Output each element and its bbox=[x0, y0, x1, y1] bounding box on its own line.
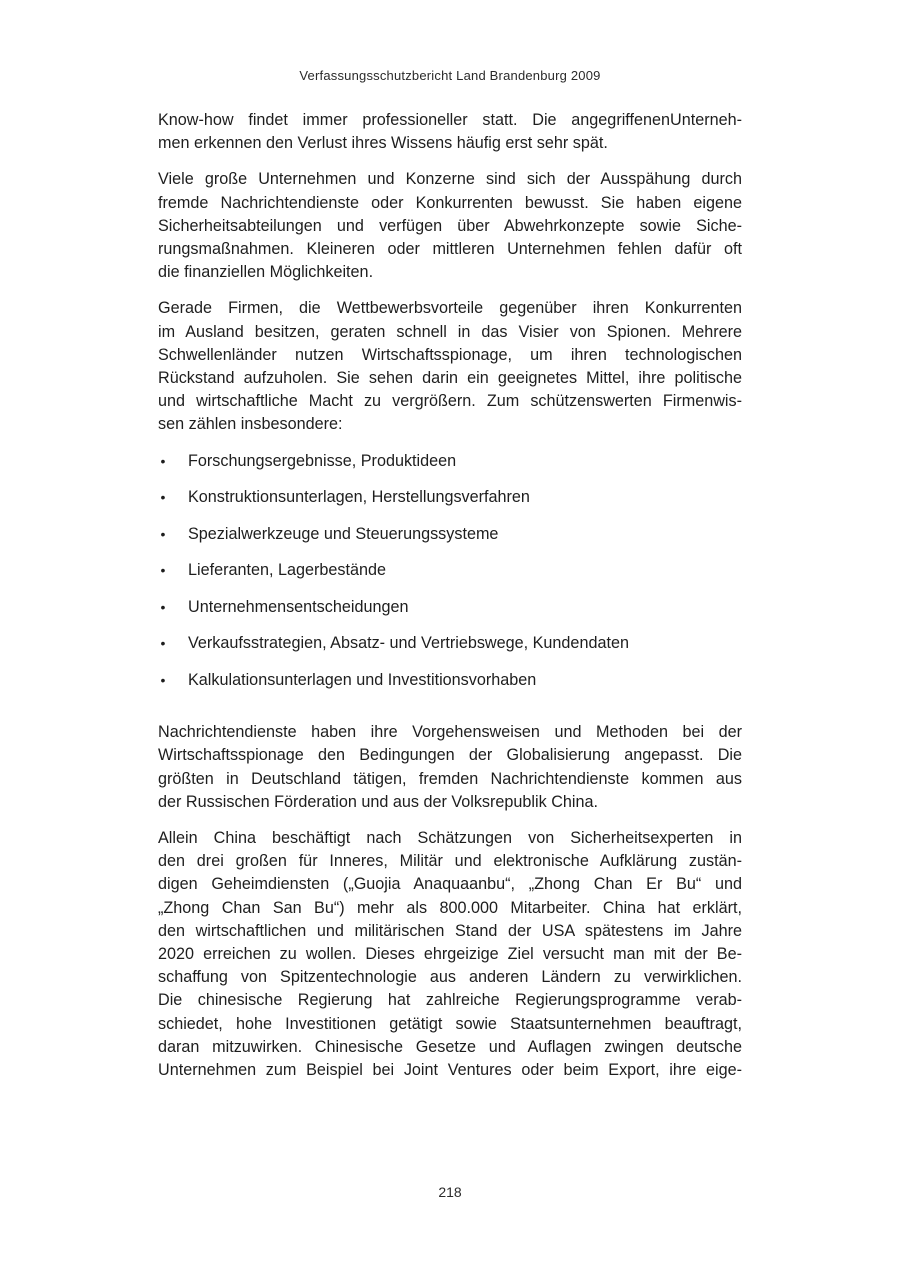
list-item bbox=[158, 596, 742, 633]
text-line: Sicherheitsabteilungen und verfügen über Abwehrkonzepte sowie Siche- bbox=[158, 216, 742, 235]
text-line: die finanziellen Möglichkeiten. bbox=[158, 263, 374, 282]
list-item-text: Konstruktionsunterlagen, Herstellungsverfahren bbox=[188, 488, 530, 507]
body-text bbox=[158, 109, 742, 1095]
text-line: schaffung von Spitzentechnologie aus anderen Ländern zu verwirklichen. bbox=[158, 968, 742, 987]
text-line: Die chinesische Regierung hat zahlreiche Regierungsprogramme verab- bbox=[158, 991, 742, 1010]
text-line: Nachrichtendienste haben ihre Vorgehensweisen und Methoden bei der bbox=[158, 723, 742, 742]
paragraph-nachrichtendienste bbox=[158, 721, 742, 814]
bullet-list bbox=[158, 450, 742, 706]
list-item bbox=[158, 450, 742, 487]
text-line: den drei großen für Inneres, Militär und elektronische Aufklärung zustän- bbox=[158, 852, 742, 871]
bullet-icon: • bbox=[160, 671, 166, 688]
text-line: den wirtschaftlichen und militärischen Stand der USA spätestens im Jahre bbox=[158, 921, 742, 940]
list-item-text: Forschungsergebnisse, Produktideen bbox=[188, 451, 457, 470]
text-line: Unternehmen zum Beispiel bei Joint Ventures oder beim Export, ihre eige- bbox=[158, 1060, 742, 1079]
paragraph-china bbox=[158, 827, 742, 1082]
text-line: Know-how findet immer professioneller statt. Die angegriffenenUnterneh- bbox=[158, 111, 742, 129]
list-item-text: Lieferanten, Lagerbestände bbox=[188, 561, 387, 580]
text-line: größten in Deutschland tätigen, fremden Nachrichtendienste kommen aus bbox=[158, 769, 742, 788]
text-line: men erkennen den Verlust ihres Wissens häufig erst sehr spät. bbox=[158, 134, 608, 153]
text-line: Gerade Firmen, die Wettbewerbsvorteile gegenüber ihren Konkurrenten bbox=[158, 299, 742, 318]
bullet-icon: • bbox=[160, 562, 166, 579]
paragraph-firmen bbox=[158, 297, 742, 436]
bullet-icon: • bbox=[160, 452, 166, 469]
text-line: sen zählen insbesondere: bbox=[158, 415, 343, 434]
text-line: Rückstand aufzuholen. Sie sehen darin ein geeignetes Mittel, ihre politische bbox=[158, 369, 742, 388]
bullet-icon: • bbox=[160, 525, 166, 542]
bullet-icon: • bbox=[160, 635, 166, 652]
bullet-icon: • bbox=[160, 489, 166, 506]
list-item-text: Kalkulationsunterlagen und Investitionsvorhaben bbox=[188, 670, 537, 689]
running-header: Verfassungsschutzbericht Land Brandenburg 2009 bbox=[299, 68, 601, 83]
list-item-text: Spezialwerkzeuge und Steuerungssysteme bbox=[188, 524, 499, 543]
text-line: Wirtschaftsspionage den Bedingungen der Globalisierung angepasst. Die bbox=[158, 746, 742, 765]
text-line: und wirtschaftliche Macht zu vergrößern. Zum schützenswerten Firmenwis- bbox=[158, 392, 742, 411]
paragraph-konzerne bbox=[158, 168, 742, 284]
page-number: 218 bbox=[438, 1184, 462, 1200]
text-line: schiedet, hohe Investitionen getätigt sowie Staatsunternehmen beauftragt, bbox=[158, 1014, 742, 1033]
text-line: im Ausland besitzen, geraten schnell in das Visier von Spionen. Mehrere bbox=[158, 322, 742, 341]
list-item bbox=[158, 523, 742, 560]
text-line: daran mitzuwirken. Chinesische Gesetze und Auflagen zwingen deutsche bbox=[158, 1037, 742, 1056]
text-line: digen Geheimdiensten („Guojia Anaquaanbu“, „Zhong Chan Er Bu“ und bbox=[158, 875, 742, 894]
list-item-text: Verkaufsstrategien, Absatz- und Vertriebswege, Kundendaten bbox=[188, 634, 629, 653]
list-item bbox=[158, 669, 742, 706]
text-line: „Zhong Chan San Bu“) mehr als 800.000 Mitarbeiter. China hat erklärt, bbox=[158, 898, 742, 917]
text-line: rungsmaßnahmen. Kleineren oder mittleren Unternehmen fehlen dafür oft bbox=[158, 240, 742, 259]
bullet-icon: • bbox=[160, 598, 166, 615]
list-item bbox=[158, 632, 742, 669]
list-item bbox=[158, 486, 742, 523]
text-line: der Russischen Förderation und aus der Volksrepublik China. bbox=[158, 792, 599, 811]
text-line: fremde Nachrichtendienste oder Konkurrenten bewusst. Sie haben eigene bbox=[158, 193, 742, 212]
paragraph-knowhow bbox=[158, 109, 742, 155]
list-item bbox=[158, 559, 742, 596]
text-line: 2020 erreichen zu wollen. Dieses ehrgeizige Ziel versucht man mit der Be- bbox=[158, 944, 742, 963]
text-line: Schwellenländer nutzen Wirtschaftsspionage, um ihren technologischen bbox=[158, 345, 742, 364]
list-item-text: Unternehmensentscheidungen bbox=[188, 597, 409, 616]
text-line: Viele große Unternehmen und Konzerne sind sich der Ausspähung durch bbox=[158, 170, 742, 189]
text-line: Allein China beschäftigt nach Schätzungen von Sicherheitsexperten in bbox=[158, 828, 742, 847]
